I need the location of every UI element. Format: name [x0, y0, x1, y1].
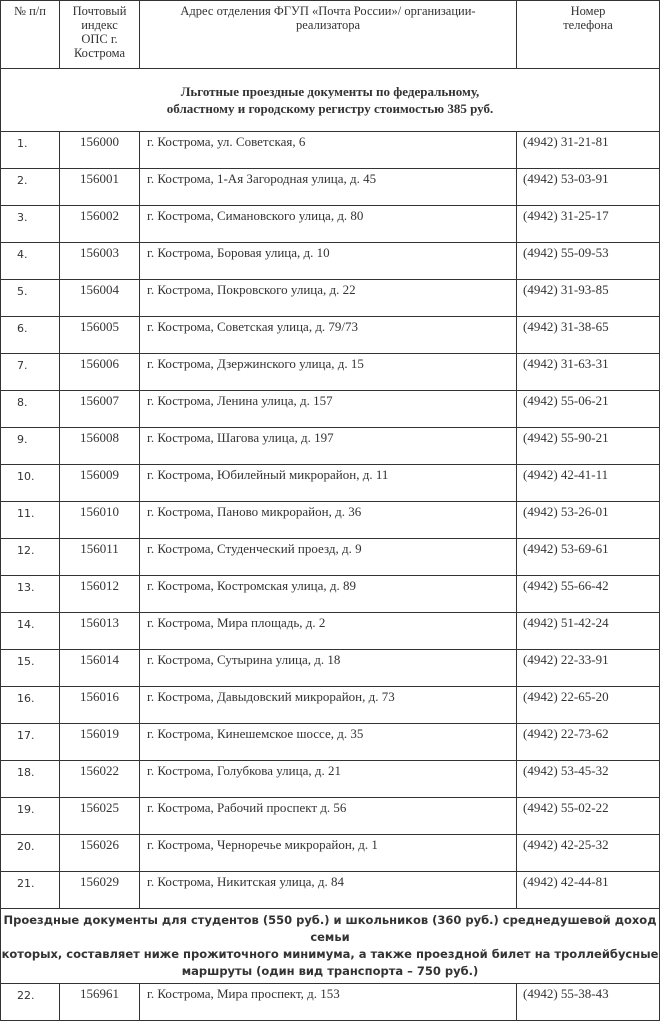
table-row [1, 354, 660, 391]
office-address: г. Кострома, Боровая улица, д. 10 [140, 243, 517, 280]
row-number: 4. [1, 243, 60, 280]
office-address: г. Кострома, Никитская улица, д. 84 [140, 872, 517, 909]
row-number: 9. [1, 428, 60, 465]
office-address: г. Кострома, Мира площадь, д. 2 [140, 613, 517, 650]
office-address: г. Кострома, Советская улица, д. 79/73 [140, 317, 517, 354]
phone-number: (4942) 22-65-20 [517, 687, 660, 724]
phone-number: (4942) 55-38-43 [517, 984, 660, 1021]
phone-number: (4942) 51-42-24 [517, 613, 660, 650]
table-row [1, 317, 660, 354]
office-address: г. Кострома, Шагова улица, д. 197 [140, 428, 517, 465]
section-heading-students [1, 909, 660, 984]
postal-index: 156014 [60, 650, 140, 687]
table-row [1, 576, 660, 613]
postal-index: 156025 [60, 798, 140, 835]
table-row [1, 872, 660, 909]
section-heading-cell: Льготные проездные документы по федеральному, областному и городскому регистру стоимостью 385 руб. [1, 69, 660, 132]
phone-number: (4942) 55-66-42 [517, 576, 660, 613]
table-row [1, 243, 660, 280]
row-number: 22. [1, 984, 60, 1021]
header-address: Адрес отделения ФГУП «Почта России»/ организации- реализатора [140, 1, 517, 69]
office-address: г. Кострома, Черноречье микрорайон, д. 1 [140, 835, 517, 872]
office-address: г. Кострома, Юбилейный микрорайон, д. 11 [140, 465, 517, 502]
row-number: 12. [1, 539, 60, 576]
phone-number: (4942) 22-73-62 [517, 724, 660, 761]
phone-number: (4942) 31-38-65 [517, 317, 660, 354]
phone-number: (4942) 53-45-32 [517, 761, 660, 798]
section-heading-preferential [1, 69, 660, 132]
row-number: 16. [1, 687, 60, 724]
postal-index: 156022 [60, 761, 140, 798]
row-number: 7. [1, 354, 60, 391]
phone-number: (4942) 55-90-21 [517, 428, 660, 465]
office-address: г. Кострома, Сутырина улица, д. 18 [140, 650, 517, 687]
row-number: 5. [1, 280, 60, 317]
postal-index: 156026 [60, 835, 140, 872]
table-row [1, 169, 660, 206]
office-address: г. Кострома, Кинешемское шоссе, д. 35 [140, 724, 517, 761]
row-number: 21. [1, 872, 60, 909]
postal-index: 156003 [60, 243, 140, 280]
table-row [1, 761, 660, 798]
office-address: г. Кострома, 1-Ая Загородная улица, д. 45 [140, 169, 517, 206]
phone-number: (4942) 31-21-81 [517, 132, 660, 169]
office-address: г. Кострома, Голубкова улица, д. 21 [140, 761, 517, 798]
phone-number: (4942) 22-33-91 [517, 650, 660, 687]
phone-number: (4942) 53-03-91 [517, 169, 660, 206]
row-number: 11. [1, 502, 60, 539]
postal-index: 156001 [60, 169, 140, 206]
office-address: г. Кострома, ул. Советская, 6 [140, 132, 517, 169]
postal-index: 156000 [60, 132, 140, 169]
postal-index: 156010 [60, 502, 140, 539]
office-address: г. Кострома, Костромская улица, д. 89 [140, 576, 517, 613]
postal-index: 156961 [60, 984, 140, 1021]
row-number: 8. [1, 391, 60, 428]
phone-number: (4942) 31-93-85 [517, 280, 660, 317]
table-row [1, 132, 660, 169]
table-row [1, 465, 660, 502]
phone-number: (4942) 55-06-21 [517, 391, 660, 428]
postal-index: 156016 [60, 687, 140, 724]
row-number: 2. [1, 169, 60, 206]
table-row [1, 650, 660, 687]
office-address: г. Кострома, Рабочий проспект д. 56 [140, 798, 517, 835]
header-postal-index: Почтовый индекс ОПС г. Кострома [60, 1, 140, 69]
phone-number: (4942) 53-69-61 [517, 539, 660, 576]
table-row [1, 539, 660, 576]
row-number: 3. [1, 206, 60, 243]
phone-number: (4942) 42-41-11 [517, 465, 660, 502]
row-number: 13. [1, 576, 60, 613]
office-address: г. Кострома, Давыдовский микрорайон, д. 73 [140, 687, 517, 724]
row-number: 1. [1, 132, 60, 169]
table-row [1, 280, 660, 317]
table-header-row [1, 1, 660, 69]
row-number: 10. [1, 465, 60, 502]
table-row [1, 428, 660, 465]
phone-number: (4942) 42-44-81 [517, 872, 660, 909]
table-row [1, 206, 660, 243]
header-number: № п/п [1, 1, 60, 69]
postal-index: 156013 [60, 613, 140, 650]
section-heading-cell: Проездные документы для студентов (550 руб.) и школьников (360 руб.) среднедушевой доход семьи которых, составляет ниже прожиточного минимума, а также проездной билет на троллейбусные маршруты (один вид транспорта – 750 руб.) [1, 909, 660, 984]
office-address: г. Кострома, Дзержинского улица, д. 15 [140, 354, 517, 391]
row-number: 6. [1, 317, 60, 354]
postal-index: 156005 [60, 317, 140, 354]
phone-number: (4942) 42-25-32 [517, 835, 660, 872]
table-row [1, 687, 660, 724]
office-address: г. Кострома, Мира проспект, д. 153 [140, 984, 517, 1021]
postal-index: 156011 [60, 539, 140, 576]
office-address: г. Кострома, Симановского улица, д. 80 [140, 206, 517, 243]
office-address: г. Кострома, Студенческий проезд, д. 9 [140, 539, 517, 576]
phone-number: (4942) 31-25-17 [517, 206, 660, 243]
office-address: г. Кострома, Ленина улица, д. 157 [140, 391, 517, 428]
row-number: 18. [1, 761, 60, 798]
postal-index: 156006 [60, 354, 140, 391]
phone-number: (4942) 55-09-53 [517, 243, 660, 280]
table-row [1, 798, 660, 835]
header-phone: Номер телефона [517, 1, 660, 69]
postal-index: 156009 [60, 465, 140, 502]
row-number: 20. [1, 835, 60, 872]
table-row [1, 502, 660, 539]
table-row [1, 391, 660, 428]
table-row [1, 724, 660, 761]
postal-index: 156007 [60, 391, 140, 428]
postal-index: 156029 [60, 872, 140, 909]
postal-index: 156002 [60, 206, 140, 243]
phone-number: (4942) 31-63-31 [517, 354, 660, 391]
row-number: 19. [1, 798, 60, 835]
row-number: 14. [1, 613, 60, 650]
postal-index: 156004 [60, 280, 140, 317]
table-row [1, 613, 660, 650]
row-number: 15. [1, 650, 60, 687]
office-address: г. Кострома, Паново микрорайон, д. 36 [140, 502, 517, 539]
postal-index: 156012 [60, 576, 140, 613]
postal-index: 156008 [60, 428, 140, 465]
office-address: г. Кострома, Покровского улица, д. 22 [140, 280, 517, 317]
table-row [1, 984, 660, 1021]
phone-number: (4942) 55-02-22 [517, 798, 660, 835]
table-row [1, 835, 660, 872]
phone-number: (4942) 53-26-01 [517, 502, 660, 539]
postal-index: 156019 [60, 724, 140, 761]
row-number: 17. [1, 724, 60, 761]
